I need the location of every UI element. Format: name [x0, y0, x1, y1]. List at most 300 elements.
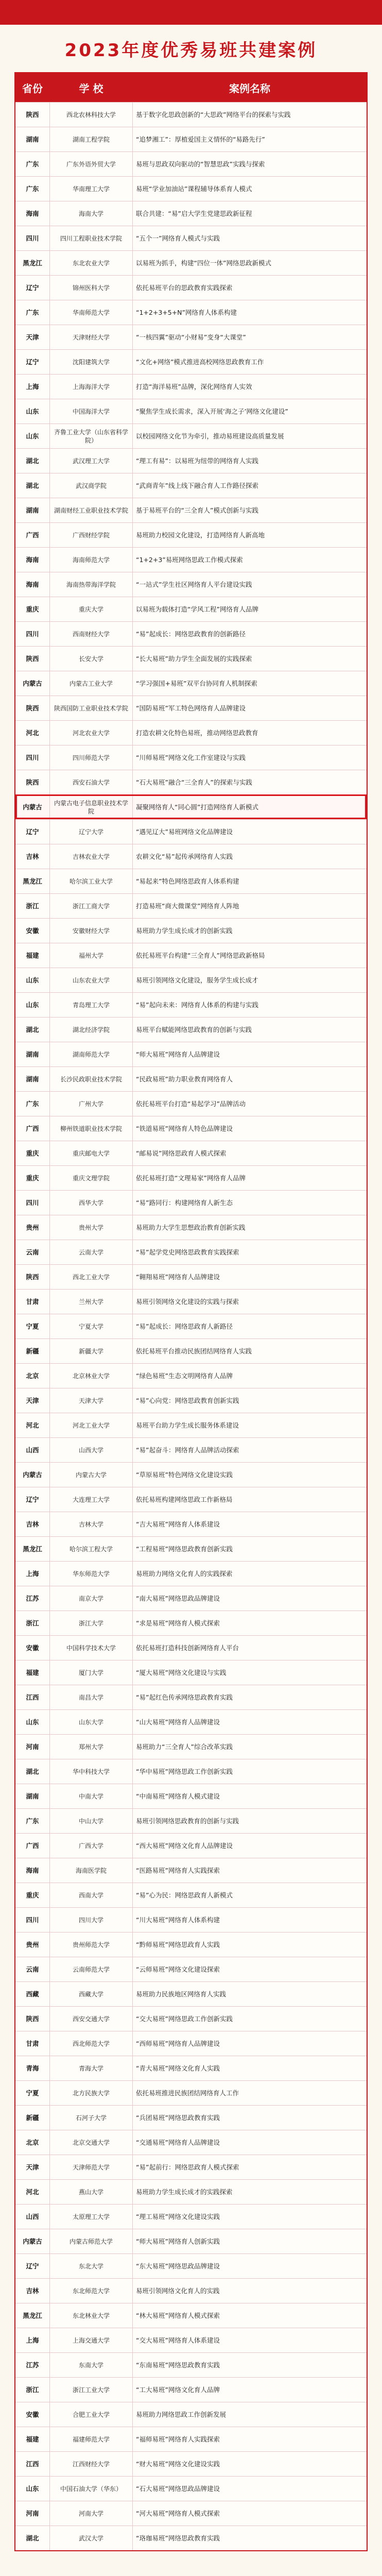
- cell-school: 浙江工商大学: [49, 894, 133, 918]
- cell-province: 湖南: [26, 1075, 39, 1083]
- cell-school: 江西财经大学: [49, 2452, 133, 2476]
- cell-case-name: “追梦湘工”：厚植爱国主义情怀的“易路先行”: [136, 135, 265, 143]
- cell-province: 广西: [26, 1124, 39, 1132]
- table-row: [15, 399, 367, 423]
- cell-case-name: “一站式”学生社区网络育人平台建设实践: [136, 580, 252, 588]
- cell-school: 锦州医科大学: [49, 276, 133, 300]
- cell-province: 江西: [26, 1693, 39, 1701]
- table-row: [15, 1215, 367, 1240]
- cell-province: 吉林: [26, 852, 39, 860]
- cell-province: 浙江: [26, 2385, 39, 2394]
- top-banner: [0, 0, 382, 25]
- cell-case-name: “兵团易班”网络思政教育实践: [136, 2113, 220, 2122]
- cell-school: 上海海洋大学: [49, 375, 133, 399]
- cell-province: 广东: [26, 308, 39, 316]
- table-row: [15, 2476, 367, 2501]
- cell-case-name: “文化+网络”模式推进高校网络思政教育工作: [136, 358, 264, 366]
- table-row: [15, 176, 367, 201]
- table-row: [15, 992, 367, 1017]
- table-row: [15, 325, 367, 349]
- cell-province: 上海: [26, 2336, 39, 2344]
- cell-province: 山西: [26, 2212, 39, 2221]
- table-row: [15, 968, 367, 992]
- cell-case-name: “易”路同行：构建网络育人新生态: [136, 1198, 233, 1207]
- cell-school: 广东外语外贸大学: [49, 152, 133, 176]
- cell-province: 黑龙江: [23, 2311, 42, 2319]
- table-row: [15, 1833, 367, 1858]
- table-row: [15, 2179, 367, 2204]
- cell-province: 陕西: [26, 704, 39, 712]
- cell-province: 陕西: [26, 1273, 39, 1281]
- table-row: [15, 473, 367, 498]
- table-row: [15, 1784, 367, 1808]
- cell-province: 陕西: [26, 654, 39, 663]
- cell-case-name: “求是易班”网络育人模式探索: [136, 1619, 220, 1627]
- cell-school: 天津财经大学: [49, 325, 133, 349]
- cell-province: 北京: [26, 2138, 39, 2146]
- cell-school: 华南师范大学: [49, 300, 133, 325]
- cell-province: 安徽: [26, 926, 39, 935]
- cell-province: 江西: [26, 2460, 39, 2468]
- cell-school: 四川师范大学: [49, 745, 133, 770]
- table-row: [15, 794, 367, 819]
- cell-case-name: 易班助力网络文化育人的实践探索: [136, 1569, 233, 1578]
- cell-case-name: 以校园网络文化节为牵引，推动易班建设高质量发展: [136, 432, 284, 440]
- cell-province: 广东: [26, 1817, 39, 1825]
- table-row: [15, 1808, 367, 1833]
- cell-case-name: “1+2+3+5+N”网络育人体系构建: [136, 308, 237, 316]
- cell-province: 重庆: [26, 1149, 39, 1157]
- table-row: [15, 226, 367, 250]
- table-row: [15, 1487, 367, 1512]
- cell-case-name: “易”起成长：网络思政育人新路径: [136, 1322, 233, 1330]
- table-row: [15, 300, 367, 325]
- header-province: 省份: [22, 82, 43, 95]
- cell-case-name: 依托易班打造“文理易家”网络育人品牌: [136, 1174, 246, 1182]
- cell-school: 厦门大学: [49, 1660, 133, 1685]
- table-row: [15, 1685, 367, 1709]
- cell-province: 山东: [26, 1001, 39, 1009]
- cell-school: 海南热带海洋学院: [49, 572, 133, 597]
- cell-case-name: “易起来”特色网络思政育人体系构建: [136, 877, 239, 885]
- table-row: [15, 2501, 367, 2526]
- table-row: [15, 2056, 367, 2080]
- cell-province: 贵州: [26, 1940, 39, 1948]
- cell-province: 海南: [26, 580, 39, 588]
- table-row: [15, 1759, 367, 1784]
- table-row: [15, 2130, 367, 2155]
- cell-case-name: “国防易班”军工特色网络育人品牌建设: [136, 704, 246, 712]
- cell-province: 河南: [26, 2509, 39, 2517]
- table-row: [15, 2031, 367, 2056]
- cell-school: 安徽财经大学: [49, 919, 133, 943]
- table-row: [15, 893, 367, 918]
- table-row: [15, 102, 367, 127]
- table-row: [15, 572, 367, 597]
- table-row: [15, 1611, 367, 1635]
- table-row: [15, 547, 367, 572]
- table-row: [15, 2080, 367, 2105]
- cell-school: 长安大学: [49, 647, 133, 671]
- table-row: [15, 1660, 367, 1685]
- cell-case-name: “西师易班”网络育人品牌建设: [136, 2039, 220, 2047]
- cell-school: 内蒙古电子信息职业技术学院: [49, 795, 133, 819]
- cell-case-name: 依托易班平台的思政教育实践探索: [136, 283, 233, 292]
- cell-province: 湖北: [26, 1025, 39, 1033]
- table-row: [15, 1734, 367, 1759]
- cell-province: 海南: [26, 1866, 39, 1874]
- table-row: [15, 2278, 367, 2303]
- cell-school: 青岛理工大学: [49, 993, 133, 1017]
- cell-case-name: “工大易班”网络文化育人品牌: [136, 2385, 220, 2394]
- cell-case-name: “林大易班”网络育人模式探索: [136, 2311, 220, 2319]
- cell-province: 福建: [26, 1668, 39, 1676]
- cell-province: 安徽: [26, 2410, 39, 2418]
- cell-case-name: 以易班为载体打造“学风工程”网络育人品牌: [136, 605, 258, 613]
- cell-case-name: 依托易班打造科技创新网络育人平台: [136, 1643, 239, 1652]
- cell-province: 天津: [26, 2163, 39, 2171]
- table-row: [15, 498, 367, 522]
- cell-case-name: 依托易班推进民族团结网络育人工作: [136, 2089, 239, 2097]
- table-row: [15, 2328, 367, 2352]
- table-row: [15, 671, 367, 696]
- cell-case-name: “铁道易班”网络育人特色品牌建设: [136, 1124, 233, 1132]
- cell-case-name: “黔师易班”网络思政育人实践: [136, 1940, 220, 1948]
- table-row: [15, 1314, 367, 1338]
- cell-case-name: “石大易班”融合“三全育人”的探索与实践: [136, 778, 252, 786]
- cell-province: 河北: [26, 1421, 39, 1429]
- table-row: [15, 2402, 367, 2427]
- cell-province: 江苏: [26, 2361, 39, 2369]
- cell-province: 浙江: [26, 902, 39, 910]
- cell-province: 陕西: [26, 110, 39, 118]
- cell-school: 河南大学: [49, 2501, 133, 2526]
- cell-case-name: “学习强国+易班”双平台协同育人机制探索: [136, 679, 257, 687]
- cell-school: 贵州大学: [49, 1215, 133, 1240]
- cell-case-name: “福师易班”网络育人实践探索: [136, 2435, 220, 2443]
- cell-province: 浙江: [26, 1619, 39, 1627]
- table-row: [15, 1017, 367, 1042]
- cell-school: 福州大学: [49, 943, 133, 968]
- cell-case-name: 依托易班平台推动民族团结网络育人实践: [136, 1347, 252, 1355]
- cell-school: 天津大学: [49, 1388, 133, 1413]
- cell-school: 中国石油大学（华东）: [49, 2477, 133, 2501]
- cell-province: 四川: [26, 630, 39, 638]
- cell-case-name: “厦大易班”网络文化建设与实践: [136, 1668, 227, 1676]
- cell-case-name: “理工有易”：以易班为纽带的网络育人实践: [136, 456, 258, 465]
- cell-school: 西安石油大学: [49, 770, 133, 794]
- table-row: [15, 1437, 367, 1462]
- cell-case-name: “华中易班”网络思政工作创新实践: [136, 1767, 233, 1775]
- cell-province: 内蒙古: [23, 1470, 42, 1479]
- table-row: [15, 1561, 367, 1586]
- cell-province: 宁夏: [26, 2089, 39, 2097]
- cell-school: 东北林业大学: [49, 2303, 133, 2328]
- cell-school: 华东师范大学: [49, 1562, 133, 1586]
- cell-school: 福建师范大学: [49, 2427, 133, 2451]
- cell-province: 湖南: [26, 1050, 39, 1058]
- cell-province: 内蒙古: [23, 803, 42, 811]
- cell-province: 海南: [26, 209, 39, 217]
- cell-school: 中国科学技术大学: [49, 1636, 133, 1660]
- cell-province: 广东: [26, 160, 39, 168]
- cell-school: 浙江大学: [49, 1611, 133, 1635]
- table-row: [15, 2253, 367, 2278]
- cell-case-name: 联合共建：“易”启大学生党建思政新征程: [136, 209, 252, 217]
- table-row: [15, 1388, 367, 1413]
- cell-province: 河北: [26, 2188, 39, 2196]
- cell-province: 山东: [26, 1718, 39, 1726]
- table-row: [15, 1042, 367, 1066]
- cell-school: 云南师范大学: [49, 1957, 133, 1981]
- table-row: [15, 1091, 367, 1116]
- cell-school: 东南大学: [49, 2353, 133, 2377]
- cell-school: 北方民族大学: [49, 2081, 133, 2105]
- cell-school: 哈尔滨工程大学: [49, 1537, 133, 1561]
- table-row: [15, 1907, 367, 1932]
- table-row: [15, 1512, 367, 1536]
- cell-school: 西北农林科技大学: [49, 103, 133, 127]
- cell-school: 武汉商学院: [49, 473, 133, 498]
- cell-school: 贵州师范大学: [49, 1933, 133, 1957]
- cell-province: 新疆: [26, 1347, 39, 1355]
- table-row: [15, 2006, 367, 2031]
- cell-school: 石河子大学: [49, 2106, 133, 2130]
- cell-school: 广西大学: [49, 1834, 133, 1858]
- cell-case-name: “东大易班”网络思政品牌建设: [136, 2262, 220, 2270]
- cell-school: 河北工业大学: [49, 1413, 133, 1437]
- table-row: [15, 844, 367, 869]
- cell-province: 湖南: [26, 135, 39, 143]
- cell-province: 福建: [26, 951, 39, 959]
- cell-province: 上海: [26, 1569, 39, 1578]
- table-row: [15, 1932, 367, 1957]
- cell-case-name: “易”起学党史网络思政教育实践探索: [136, 1248, 239, 1256]
- cell-case-name: “交通易班”网络育人品牌建设: [136, 2138, 220, 2146]
- table-row: [15, 1586, 367, 1611]
- cell-province: 天津: [26, 333, 39, 341]
- cell-case-name: “山大易班”网络育人品牌建设: [136, 1718, 220, 1726]
- table-row: [15, 1338, 367, 1363]
- cell-province: 甘肃: [26, 1297, 39, 1306]
- cell-school: 四川工程职业技术学院: [49, 226, 133, 250]
- table-row: [15, 943, 367, 968]
- cell-case-name: 易班助力大学生思想政治教育创新实践: [136, 1223, 246, 1231]
- cell-case-name: “遇见辽大”易班网络文化品牌建设: [136, 827, 233, 836]
- cell-school: 吉林大学: [49, 1512, 133, 1536]
- cell-case-name: “武商青年”线上线下融合育人工作路径探索: [136, 481, 258, 489]
- cell-case-name: 依托易班构建网络思政工作新格局: [136, 1495, 233, 1503]
- cell-case-name: “绿色易班”生态文明网络育人品牌: [136, 1371, 233, 1380]
- cell-school: 内蒙古大学: [49, 1463, 133, 1487]
- cell-school: 新疆大学: [49, 1339, 133, 1363]
- cell-case-name: “石大易班”网络思政品牌建设: [136, 2484, 220, 2493]
- cell-school: 齐鲁工业大学（山东省科学院）: [49, 424, 133, 448]
- cell-school: 沈阳建筑大学: [49, 350, 133, 374]
- table-row: [15, 819, 367, 844]
- cell-school: 西南大学: [49, 1883, 133, 1907]
- cell-school: 内蒙古师范大学: [49, 2229, 133, 2253]
- cell-school: 西藏大学: [49, 1982, 133, 2006]
- table-row: [15, 720, 367, 745]
- table-row: [15, 2204, 367, 2229]
- header-school: 学 校: [79, 82, 103, 95]
- cell-case-name: 依托易班平台构建“三全育人”网络思政新格局: [136, 951, 265, 959]
- cell-province: 重庆: [26, 605, 39, 613]
- cell-province: 天津: [26, 1396, 39, 1404]
- table-row: [15, 151, 367, 176]
- cell-province: 广东: [26, 184, 39, 193]
- table-row: [15, 1462, 367, 1487]
- case-table: [14, 72, 368, 2551]
- cell-school: 中山大学: [49, 1809, 133, 1833]
- cell-school: 华中科技大学: [49, 1759, 133, 1784]
- cell-school: 长沙民政职业技术学院: [49, 1067, 133, 1091]
- cell-case-name: “易”心为民：网络思政育人新模式: [136, 1891, 233, 1899]
- cell-case-name: “一核四翼”驱动“小财易”变身“大课堂”: [136, 333, 246, 341]
- cell-province: 安徽: [26, 1643, 39, 1652]
- cell-school: 陕西国防工业职业技术学院: [49, 696, 133, 720]
- table-row: [15, 1536, 367, 1561]
- table-row: [15, 770, 367, 794]
- cell-case-name: 基于易班平台的“三全育人”模式创新与实践: [136, 506, 258, 514]
- table-row: [15, 1635, 367, 1660]
- table-row: [15, 522, 367, 547]
- table-row: [15, 1289, 367, 1314]
- cell-school: 山东大学: [49, 1710, 133, 1734]
- table-body: [15, 102, 367, 2550]
- cell-case-name: “珞珈易班”网络思政教育实践: [136, 2534, 220, 2542]
- table-row: [15, 597, 367, 621]
- cell-case-name: “长大易班”助力学生全面发展的实践探索: [136, 654, 252, 663]
- cell-school: 南京大学: [49, 1586, 133, 1611]
- cell-province: 湖南: [26, 506, 39, 514]
- cell-case-name: 易班助力网络思政工作创新发展: [136, 2410, 227, 2418]
- cell-province: 四川: [26, 1198, 39, 1207]
- cell-province: 内蒙古: [23, 679, 42, 687]
- cell-province: 甘肃: [26, 2039, 39, 2047]
- cell-case-name: “民政易班”助力职业教育网络育人: [136, 1075, 233, 1083]
- cell-province: 青海: [26, 2064, 39, 2072]
- cell-province: 河北: [26, 728, 39, 737]
- cell-school: 湖南工程学院: [49, 127, 133, 151]
- cell-case-name: “医路易班”网络育人实践探索: [136, 1866, 220, 1874]
- cell-case-name: “易”起向未来：网络育人体系的构建与实践: [136, 1001, 258, 1009]
- cell-school: 中国海洋大学: [49, 399, 133, 423]
- cell-case-name: “1+2+3”易班网络思政工作模式探索: [136, 555, 243, 564]
- cell-case-name: “易”心向党：网络思政教育创新实践: [136, 1396, 239, 1404]
- cell-school: 广西财经学院: [49, 523, 133, 547]
- cell-province: 广西: [26, 1841, 39, 1850]
- cell-province: 辽宁: [26, 358, 39, 366]
- cell-school: 海南大学: [49, 201, 133, 226]
- table-row: [15, 1413, 367, 1437]
- cell-school: 青海大学: [49, 2056, 133, 2080]
- cell-province: 黑龙江: [23, 1545, 42, 1553]
- cell-province: 辽宁: [26, 827, 39, 836]
- table-row: [15, 1141, 367, 1165]
- cell-province: 河南: [26, 1742, 39, 1751]
- cell-school: 山西大学: [49, 1438, 133, 1462]
- cell-case-name: 以易班为抓手，构建“四位一体”网络思政新模式: [136, 259, 271, 267]
- table-row: [15, 2427, 367, 2451]
- table-row: [15, 1709, 367, 1734]
- cell-school: 湖南师范大学: [49, 1042, 133, 1066]
- cell-case-name: “师大易班”网络育人品牌建设: [136, 1050, 220, 1058]
- cell-province: 江苏: [26, 1594, 39, 1602]
- cell-province: 湖北: [26, 456, 39, 465]
- cell-school: 湖南财经工业职业技术学院: [49, 498, 133, 522]
- cell-case-name: “易”起红色传承网络思政教育实践: [136, 1693, 233, 1701]
- cell-case-name: “翱翔易班”网络育人品牌建设: [136, 1273, 220, 1281]
- cell-province: 新疆: [26, 2113, 39, 2122]
- table-row: [15, 127, 367, 151]
- table-row: [15, 2451, 367, 2476]
- cell-case-name: 易班助力“三全育人”综合改革实践: [136, 1742, 233, 1751]
- cell-province: 福建: [26, 2435, 39, 2443]
- cell-province: 辽宁: [26, 2262, 39, 2270]
- cell-school: 西华大学: [49, 1191, 133, 1215]
- cell-case-name: 凝聚网络育人“同心圆”打造网络育人新模式: [136, 803, 258, 811]
- cell-province: 辽宁: [26, 1495, 39, 1503]
- cell-school: 中南大学: [49, 1784, 133, 1808]
- cell-school: 内蒙古工业大学: [49, 671, 133, 696]
- cell-school: 天津师范大学: [49, 2155, 133, 2179]
- table-row: [15, 2229, 367, 2253]
- cell-case-name: 易班平台赋能网络思政教育的创新与实践: [136, 1025, 252, 1033]
- cell-school: 海南医学院: [49, 1858, 133, 1883]
- cell-case-name: “理工易班”网络文化建设实践: [136, 2212, 220, 2221]
- cell-case-name: 易班引领网络文化建设，服务学生成长成才: [136, 976, 258, 984]
- cell-case-name: 易班引领网络思政教育的创新与实践: [136, 1817, 239, 1825]
- cell-school: 重庆邮电大学: [49, 1141, 133, 1165]
- cell-school: 广州大学: [49, 1092, 133, 1116]
- table-row: [15, 621, 367, 646]
- table-row: [15, 275, 367, 300]
- cell-school: 上海交通大学: [49, 2328, 133, 2352]
- cell-case-name: 依托易班平台打造“易起学习”品牌活动: [136, 1099, 246, 1108]
- cell-case-name: 易班引领网络文化育人的实践: [136, 2286, 220, 2295]
- cell-province: 宁夏: [26, 1322, 39, 1330]
- cell-case-name: “师大易班”网络育人创新实践: [136, 2237, 220, 2245]
- cell-school: 西北工业大学: [49, 1265, 133, 1289]
- cell-school: 太原理工大学: [49, 2205, 133, 2229]
- page-title: 2023年度优秀易班共建案例: [64, 40, 318, 61]
- cell-province: 山东: [26, 976, 39, 984]
- cell-school: 郑州大学: [49, 1735, 133, 1759]
- cell-province: 山东: [26, 432, 39, 440]
- cell-case-name: “草原易班”特色网络文化建设实践: [136, 1470, 233, 1479]
- cell-province: 湖南: [26, 1792, 39, 1800]
- cell-school: 武汉大学: [49, 2526, 133, 2550]
- cell-province: 湖北: [26, 481, 39, 489]
- cell-province: 重庆: [26, 1174, 39, 1182]
- cell-province: 上海: [26, 382, 39, 391]
- table-row: [15, 918, 367, 943]
- cell-case-name: “易”起奋斗：网络育人品牌活动探索: [136, 1446, 239, 1454]
- title-band: [0, 25, 382, 72]
- table-row: [15, 423, 367, 448]
- cell-school: 东北大学: [49, 2254, 133, 2278]
- cell-case-name: “西大易班”网络文化育人品牌建设: [136, 1841, 233, 1850]
- table-row: [15, 1858, 367, 1883]
- cell-province: 西藏: [26, 1990, 39, 1998]
- cell-school: 大连理工大学: [49, 1487, 133, 1512]
- cell-case-name: “邮易说”网络思政育人模式探索: [136, 1149, 227, 1157]
- cell-school: 辽宁大学: [49, 820, 133, 844]
- cell-school: 东北农业大学: [49, 251, 133, 275]
- cell-case-name: “吉大易班”网络育人体系建设: [136, 1520, 220, 1528]
